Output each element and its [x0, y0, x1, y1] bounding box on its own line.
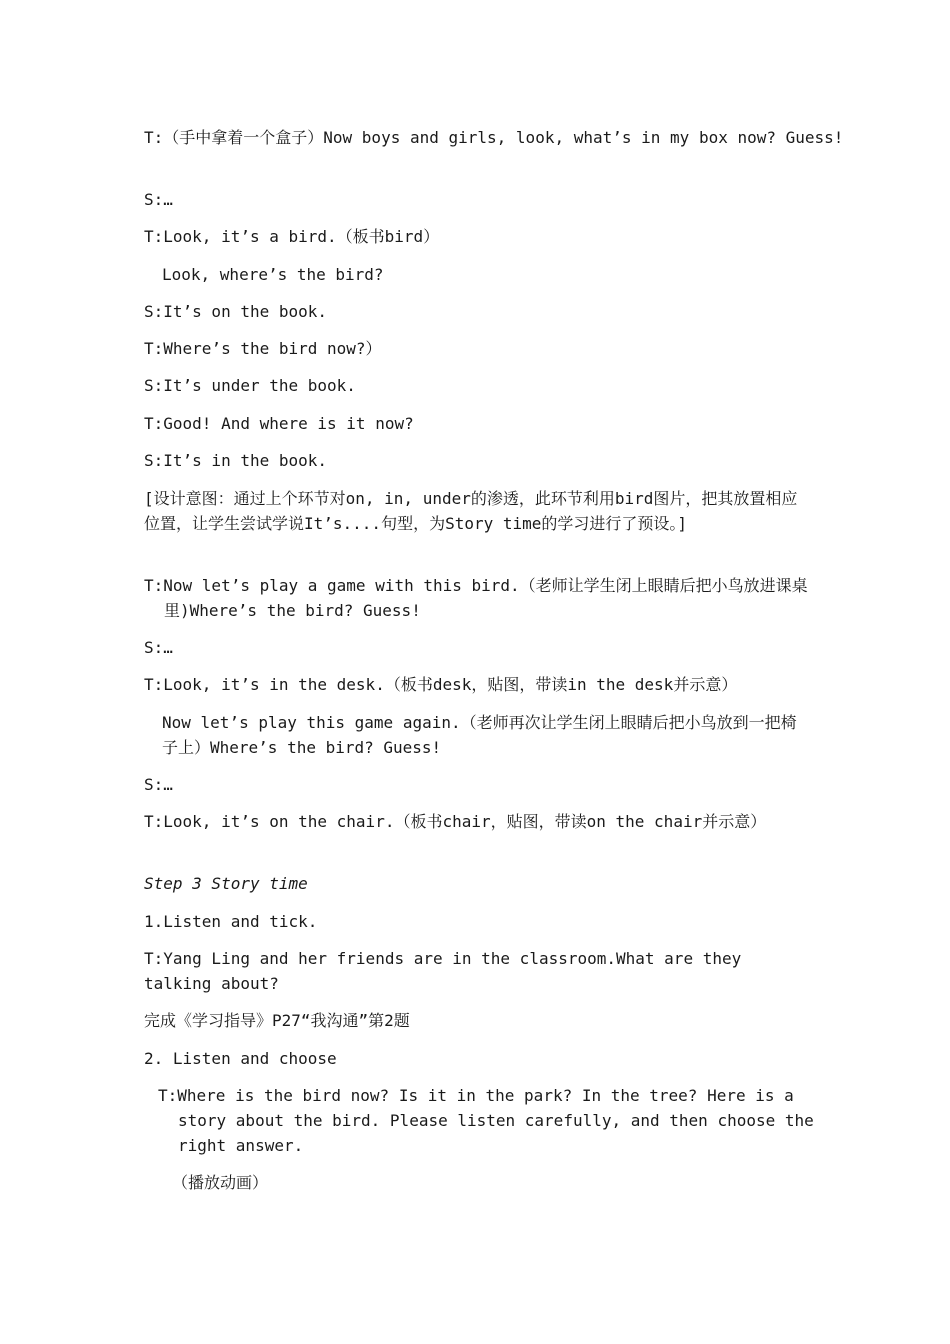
task-heading-2: 2. Listen and choose: [144, 1049, 337, 1068]
design-intent-note: [设计意图：通过上个环节对on, in, under的渗透，此环节利用bird图片，把其放置相应位置，让学生尝试学说It’s....句型，为Story time的学习进行了预设。]: [144, 489, 798, 533]
dialogue-line-3: T:Look, it’s a bird.（板书bird）: [144, 227, 440, 246]
dialogue-line-9: S:It’s in the book.: [144, 451, 328, 470]
dialogue-line-12: T:Look, it’s in the desk.（板书desk，贴图，带读in the desk并示意）: [144, 675, 738, 694]
dialogue-line-4: Look, where’s the bird?: [162, 265, 384, 284]
workbook-instruction: 完成《学习指导》P27“我沟通”第2题: [144, 1011, 410, 1030]
dialogue-line-16: T:Yang Ling and her friends are in the classroom.What are they talking about?: [144, 949, 751, 993]
dialogue-line-6: T:Where’s the bird now?）: [144, 339, 382, 358]
dialogue-line-8: T:Good! And where is it now?: [144, 414, 414, 433]
task-heading-1: 1.Listen and tick.: [144, 912, 318, 931]
dialogue-line-5: S:It’s on the book.: [144, 302, 328, 321]
step-heading: Step 3 Story time: [144, 874, 308, 893]
dialogue-line-10: T:Now let’s play a game with this bird.（老师让学生闭上眼睛后把小鸟放进课桌里)Where’s the bird? Guess!: [144, 576, 808, 620]
dialogue-line-13: Now let’s play this game again.（老师再次让学生闭上眼睛后把小鸟放到一把椅子上）Where’s the bird? Guess!: [162, 713, 797, 757]
dialogue-line-1: T:（手中拿着一个盒子）Now boys and girls, look, what’s in my box now? Guess!: [144, 128, 844, 147]
animation-note: （播放动画）: [172, 1173, 269, 1192]
dialogue-line-11: S:…: [144, 638, 173, 657]
dialogue-line-7: S:It’s under the book.: [144, 376, 356, 395]
dialogue-line-2: S:…: [144, 190, 173, 209]
dialogue-line-17: T:Where is the bird now? Is it in the park? In the tree? Here is a story about the bird. Please listen carefully, and then choose the right answer.: [158, 1086, 824, 1155]
dialogue-line-15: T:Look, it’s on the chair.（板书chair，贴图，带读on the chair并示意）: [144, 812, 767, 831]
dialogue-line-14: S:…: [144, 775, 173, 794]
